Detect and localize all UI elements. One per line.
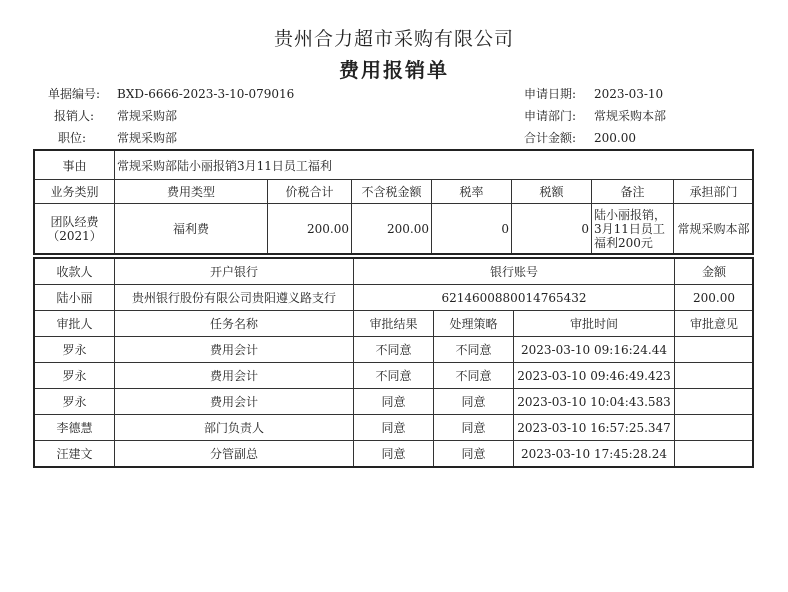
expense-remark: 陆小丽报销，3月11日员工福利200元 [592,204,674,254]
task-name: 费用会计 [115,389,354,415]
info-block [0,87,788,147]
approver: 汪建文 [35,441,115,467]
approval-time: 2023-03-10 09:46:49.423 [514,363,675,389]
payee-bank: 贵州银行股份有限公司贵阳遵义路支行 [115,285,354,311]
approval-result: 同意 [354,389,434,415]
position-label: 职位: [57,131,86,145]
header-bank: 开户银行 [115,259,354,285]
approval-strategy: 同意 [434,441,514,467]
expense-tax-rate: 0 [432,204,512,254]
approval-strategy: 不同意 [434,337,514,363]
header-amount: 金额 [675,259,754,285]
task-name: 费用会计 [115,337,354,363]
expense-tax-amount: 0 [512,204,592,254]
approval-result: 同意 [354,415,434,441]
matter-label: 事由 [35,151,115,180]
apply-dept-value: 常规采购本部 [594,109,667,123]
header-total-with-tax: 价税合计 [268,180,352,204]
payee-approval-table-border [33,257,754,468]
position-value: 常规采购部 [117,131,178,145]
expense-category: 团队经费（2021） [35,204,115,254]
expense-table-border [33,149,754,255]
approval-time: 2023-03-10 09:16:24.44 [514,337,675,363]
doc-no-value: BXD-6666-2023-3-10-079016 [117,87,295,101]
header-tax-rate: 税率 [432,180,512,204]
approver: 罗永 [35,363,115,389]
expense-total-with-tax: 200.00 [268,204,352,254]
header-tax-amount: 税额 [512,180,592,204]
approver: 罗永 [35,389,115,415]
header-opinion: 审批意见 [675,311,754,337]
company-name: 贵州合力超市采购有限公司 [273,28,514,50]
claimant-value: 常规采购部 [117,109,178,123]
header-type: 费用类型 [115,180,268,204]
approval-time: 2023-03-10 17:45:28.24 [514,441,675,467]
payee-account: 6214600880014765432 [354,285,675,311]
approval-strategy: 同意 [434,415,514,441]
header-task: 任务名称 [115,311,354,337]
total-value: 200.00 [594,131,636,145]
header-account: 银行账号 [354,259,675,285]
approval-strategy: 不同意 [434,363,514,389]
task-name: 部门负责人 [115,415,354,441]
approval-result: 不同意 [354,337,434,363]
claimant-label: 报销人: [53,109,94,123]
approval-strategy: 同意 [434,389,514,415]
header-approver: 审批人 [35,311,115,337]
header-strategy: 处理策略 [434,311,514,337]
header-payee: 收款人 [35,259,115,285]
header-dept: 承担部门 [674,180,754,204]
payee-amount: 200.00 [675,285,754,311]
total-label: 合计金额: [523,131,576,145]
apply-date-value: 2023-03-10 [594,87,664,101]
matter-text: 常规采购部陆小丽报销3月11日员工福利 [115,151,754,180]
expense-amount-ex-tax: 200.00 [352,204,432,254]
expense-dept: 常规采购本部 [674,204,754,254]
task-name: 费用会计 [115,363,354,389]
payee-name: 陆小丽 [35,285,115,311]
apply-date-label: 申请日期: [523,87,576,101]
doc-no-label: 单据编号: [47,87,100,101]
approval-result: 不同意 [354,363,434,389]
approver: 李德慧 [35,415,115,441]
approval-time: 2023-03-10 16:57:25.347 [514,415,675,441]
header-result: 审批结果 [354,311,434,337]
header-time: 审批时间 [514,311,675,337]
header-category: 业务类别 [35,180,115,204]
document-title: 费用报销单 [339,58,449,82]
task-name: 分管副总 [115,441,354,467]
expense-type: 福利费 [115,204,268,254]
approver: 罗永 [35,337,115,363]
header-amount-ex-tax: 不含税金额 [352,180,432,204]
header-remark: 备注 [592,180,674,204]
approval-result: 同意 [354,441,434,467]
apply-dept-label: 申请部门: [523,109,576,123]
approval-time: 2023-03-10 10:04:43.583 [514,389,675,415]
